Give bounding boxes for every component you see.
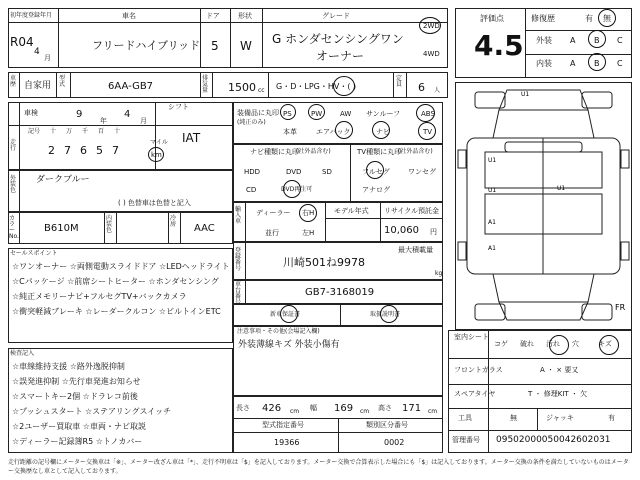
tools-label: 工具 [458,414,472,422]
selling-line: ☆ワンオーナー ☆両側電動スライドドア ☆LEDヘッドライト [12,262,230,271]
footer-note: 走行距離の記号欄にメーター交換車は「※」、メーター改ざん車は「*」、走行不明車は「$」を記入しております。メーター交換で合算表示した場合にも「$」は記入しております。メーター交換の条件を満たしていないものはメーター交換歴なし車として記入しております。 [8,459,629,475]
tv-circle [418,122,436,140]
inspect-month: 4 [124,109,131,120]
color-label: 外装色 [10,175,17,194]
inspect-year: 9 [76,109,83,120]
ext-a: A [570,36,576,45]
eq-aw: AW [340,110,352,118]
digit-head: 万 [66,128,73,135]
selling-line: ☆純正メモリーナビ+フルセグTV+バックカメラ [12,292,187,301]
ac-value: AAC [194,223,215,234]
km-circle [148,147,164,162]
diag-u1-a: U1 [521,91,530,98]
tv-label: TV種類に丸印 [357,148,402,156]
extra-line: ☆スマートキー2個 ☆ドラレコ前後 [12,392,138,401]
eq-leather: 本革 [283,128,297,136]
int-color-label: 内装色 [106,215,113,234]
shape: W [240,39,252,53]
score-value: 4.5 [474,29,524,62]
digit-head: 千 [82,128,89,135]
navi-sd: SD [322,168,332,176]
spare-value: T ・ 修理KIT ・ 欠 [528,390,588,398]
reg-month-unit: 月 [44,54,51,62]
ext-c: C [617,36,623,45]
interior-label: 室内シート [454,333,489,341]
int-b: B [594,59,600,68]
navi-dvd: DVD [286,168,302,176]
diag-a1-b: A1 [488,245,496,252]
selling-label: セールスポイント [10,250,58,257]
glass-value: A ・ × 要又 [540,366,579,374]
import-right: 右H [302,209,315,217]
eq-abs: ABS [421,110,435,118]
recycle-value: 10,060 [384,225,419,236]
reg-no-label: 登録番号 [235,247,242,272]
equip-label: 装備品に丸印 [237,109,279,117]
airbag-circle [335,121,353,139]
drive-circle [419,17,441,34]
jack-value: 有 [608,414,615,422]
eq-tv: TV [423,128,433,136]
drive-4wd: 4WD [423,50,440,58]
scratch-circle [599,335,619,355]
manual-circle [380,305,398,323]
inspector-value: 外装薄線キズ 外装小傷有 [238,340,340,350]
mgmt-value: 09502000050042602031 [496,435,611,445]
ps-circle [280,104,296,120]
repair-label: 修復歴 [531,14,555,23]
fuel: G・D・LPG・HV・( ) [276,82,357,91]
color-note: ( ) 色替車は色替と記入 [118,199,191,207]
fuel-circle [333,76,355,96]
chassis-label: 車台番号 [235,281,242,306]
interior-item: 破れ [520,340,534,348]
recycle-unit: 円 [430,228,437,236]
mileage-digit: 2 [48,144,55,157]
int-c: C [617,59,623,68]
model-label: 型式 [59,75,66,88]
doors: 5 [211,39,219,53]
cap-unit: 人 [434,87,441,94]
repair-yes: 有 [585,14,593,23]
reg-label: 初年度登録年月 [10,12,53,19]
shift-label: シフト [168,103,189,111]
repair-circle [598,9,616,27]
eq-airbag: エアバック [316,128,351,136]
warranty-circle [280,305,298,323]
digit-head: 十 [114,128,121,135]
len: 426 [262,403,282,414]
inspect-year-unit: 年 [100,117,107,125]
import-parallel: 並行 [265,229,279,237]
km-unit: km [151,151,162,159]
navi-cd: CD [246,186,257,194]
memo-label: 記号 [28,128,41,135]
mgmt-label: 管理番号 [452,436,480,444]
import-left: 左H [302,229,315,237]
len-unit: cm [290,408,300,415]
code-label: カラーNo. [9,215,19,240]
drive-2wd: 2WD [423,22,440,30]
type-value: 19366 [274,438,300,447]
dvdplay-circle [283,180,301,198]
pw-circle [308,104,325,120]
model: 6AA-GB7 [108,81,154,92]
interior-item: 穴 [572,340,579,348]
fullseg-circle [366,161,384,179]
diag-u1-c: U1 [488,187,497,194]
disp-unit: cc [258,87,265,94]
import-label: 輸入車 [235,206,242,225]
mileage-digit: 5 [96,144,103,157]
extra-line: ☆プッシュスタート ☆ステアリングスイッチ [12,407,172,416]
glass-label: フロントガラス [454,366,503,374]
mileage-label: 走行 [10,139,17,152]
navi-circle [372,121,390,139]
inspect-label: 車検 [24,109,38,117]
int-circle [588,53,606,71]
ext-circle [588,30,606,48]
ext-label: 外装 [536,36,552,45]
reg-month: 4 [34,47,40,57]
recycle-label: リサイクル預託金 [384,207,440,215]
manual-box [233,304,443,326]
tv-fullseg: フルセグ [362,168,390,176]
navi-hdd: HDD [244,168,261,176]
disp: 1500 [228,81,256,94]
digit-head: 百 [98,128,105,135]
model-year-label: モデル年式 [334,207,369,215]
car-name: フリードハイブリッド [92,39,201,52]
eq-navi: ナビ [376,128,390,136]
jack-label: ジャッキ [546,414,574,422]
ac-label: 冷房 [170,215,177,228]
tv-oneseg: ワンセグ [408,168,436,176]
rh-circle [299,204,317,222]
cap: 6 [418,81,425,94]
import-dealer: ディーラー [256,209,291,217]
diag-a1-a: A1 [488,219,496,226]
tv-analog: アナログ [362,186,390,194]
extra-line: ☆ディーラー記録簿R5 ☆トノカバー [12,437,143,446]
navi-label: ナビ種類に丸印 [250,148,299,156]
abs-circle [416,104,435,122]
dirt-circle [549,335,569,355]
wid-label: 幅 [310,404,317,412]
shape-label: 形状 [238,12,252,20]
navi-dvdplay: DVD再生可 [281,186,313,193]
tv-sub: (社外品含む) [398,148,433,155]
digit-head: 十 [50,128,57,135]
name-label: 車名 [122,12,136,20]
hei: 171 [402,403,422,414]
interior-item: キズ [598,340,612,348]
score-label: 評価点 [480,14,504,23]
plate: 自家用 [24,81,52,91]
eq-sunroof: サンルーフ [366,110,401,118]
hei-unit: cm [428,408,438,415]
mileage-digit: 7 [64,144,71,157]
inspect-month-unit: 月 [140,117,147,125]
load-unit: kg [435,270,443,277]
len-label: 長さ [236,404,250,412]
plate-label: 車歴 [10,75,17,88]
wid-unit: cm [360,408,370,415]
reg-no: 川崎501ね9978 [283,256,365,269]
tools-value: 無 [510,414,517,422]
grade-line2: オーナー [316,49,365,63]
selling-line: ☆Cパッケージ ☆前席シートヒーター ☆ホンダセンシング [12,277,219,286]
color-value: ダークブルー [36,175,90,185]
load-label: 最大積載量 [398,246,433,254]
cat-label: 類別区分番号 [366,421,408,429]
shift-value: IAT [182,131,201,145]
disp-label: 排気量 [202,75,209,94]
grade-label: グレード [322,12,350,20]
interior-item: コゲ [494,340,508,348]
selling-line: ☆衝突軽減ブレーキ ☆レーダークルコン ☆ビルトインETC [12,307,221,316]
wid: 169 [334,403,354,414]
eq-ps: PS [283,110,292,118]
reg-era: R04 [10,35,34,49]
car-diagram [455,82,632,330]
ext-b: B [594,36,600,45]
eq-pw: PW [311,110,323,118]
diag-fr: FR [615,303,626,312]
mile-unit: マイル [150,139,168,146]
extra-line: ☆車線維持支援 ☆路外逸脱抑制 [12,362,125,371]
repair-no: 無 [603,14,611,23]
cap-label: 定員 [396,75,403,88]
mileage-digit: 6 [80,144,87,157]
extra-line: ☆2ユーザー買取車 ☆車両・ナビ取説 [12,422,146,431]
hei-label: 高さ [378,404,392,412]
manual-warranty: 新車保証書 [270,311,301,318]
diag-u1-b: U1 [488,157,497,164]
int-label: 内装 [536,59,552,68]
navi-sub: (社外品含む) [296,148,331,155]
inspector-box [233,326,443,396]
inspector-label: 注意事項・その他(会場記入欄) [237,328,320,335]
interior-item: 汚れ [546,340,560,348]
extra-line: ☆誤発進抑制 ☆先行車発進お知らせ [12,377,141,386]
type-label: 型式指定番号 [262,421,304,429]
color-code: B610M [44,223,79,234]
doors-label: ドア [206,12,220,20]
spare-label: スペアタイヤ [454,390,496,398]
extra-label: 検査記入 [10,350,35,357]
diag-u1-d: U1 [557,185,566,192]
grade-line1: G ホンダセンシングワン [272,32,404,46]
equip-sub: (純正のみ) [237,119,266,126]
manual-book: 取扱説明書 [370,311,401,318]
cat-value: 0002 [384,438,405,447]
mileage-digit: 7 [112,144,119,157]
int-a: A [570,59,576,68]
chassis: GB7-3168019 [305,287,375,298]
